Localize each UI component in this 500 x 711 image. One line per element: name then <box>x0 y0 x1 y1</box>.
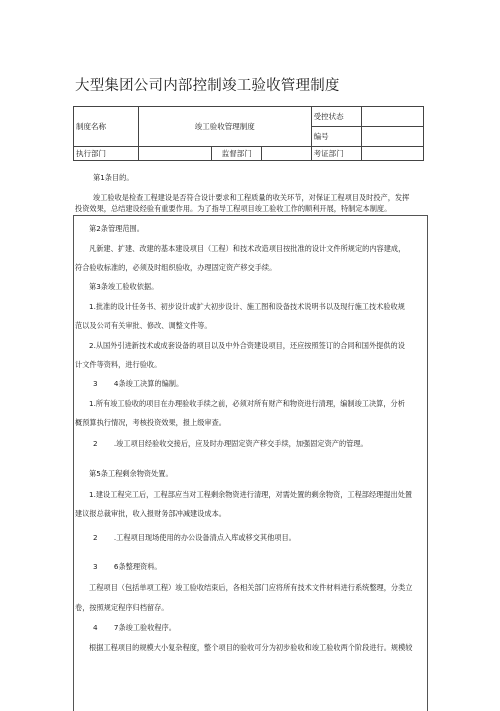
art4-item2-text: .竣工项目经验收交接后，应及时办理固定资产移交手续，加强固定资产的管理。 <box>113 439 368 448</box>
art6-text-line2: 卷，按照规定程序归档留存。 <box>75 603 169 612</box>
number-value <box>361 127 423 147</box>
art6-heading-row <box>93 561 420 572</box>
status-label: 受控状态 <box>311 107 361 127</box>
name-label: 制度名称 <box>74 107 139 147</box>
exec-dept-value <box>138 147 211 161</box>
art5-item2-text: .工程项目现场使用的办公设备清点入库或移交其他项目。 <box>113 533 296 542</box>
art4-item1-line2: 概预算执行情况，考核投资效果，报上级审查。 <box>75 418 226 427</box>
status-value <box>361 107 423 127</box>
art4-num: 3 <box>93 379 98 388</box>
art5-item1-line1: 1.建设工程完工后，工程部应当对工程剩余物资进行清理，对需处置的剩余物资，工程部经理提出处置 <box>89 490 413 499</box>
art3-heading: 第3条竣工验收依据。 <box>89 282 159 291</box>
art5-item2 <box>93 532 420 543</box>
art5-heading: 第5条工程剩余物资处置。 <box>89 469 173 478</box>
art3-item1-line1: 1.批准的设计任务书、初步设计或扩大初步设计、施工图和设备技术说明书以及现行施工技术验收规 <box>89 302 405 311</box>
supervise-dept-label: 监督部门 <box>212 147 262 161</box>
art2-text-line2: 符合验收标准的，必须及时组织验收，办理固定资产移交手续。 <box>75 263 277 272</box>
art7-num: 4 <box>93 623 98 632</box>
art2-text-line1: 凡新建、扩建、改建的基本建设项目（工程）和技术改造项目按批准的设计文件所规定的内容建成， <box>89 244 406 253</box>
art3-item1-line2: 范以及公司有关审批、修改、调整文件等。 <box>75 321 212 330</box>
exec-dept-label: 执行部门 <box>74 147 139 161</box>
art3-item2-line2: 计文件等资料，进行验收。 <box>75 360 162 369</box>
audit-dept-label: 考证部门 <box>311 147 361 161</box>
art1-text-line1: 竣工验收是检查工程建设是否符合设计要求和工程质量的收关环节，对保证工程项目及时投产，发挥 <box>93 193 410 202</box>
art6-heading: 6条整理资料。 <box>113 562 162 571</box>
art2-heading: 第2条管理范围。 <box>89 224 144 233</box>
art4-item1-line1: 1.所有竣工验收的项目在办理验收手续之前，必须对所有财产和物资进行清理，编制竣工决算，分析 <box>89 399 405 408</box>
art4-item2 <box>93 438 420 449</box>
art5-item2-num: 2 <box>93 533 98 542</box>
art4-heading: 4条竣工决算的编制。 <box>113 379 184 388</box>
art6-text-line1: 工程项目（包括单项工程）竣工验收结束后，各相关部门应将所有技术文件材料进行系统整理，分类立 <box>89 583 413 592</box>
page-title: 大型集团公司内部控制竣工验收管理制度 <box>75 78 340 94</box>
art1-text-line2: 投资效果，总结建设经验有重要作用。为了指导工程项目竣工验收工作的顺利开展，特制定本制度。 <box>75 204 392 213</box>
name-value: 竣工验收管理制度 <box>138 107 311 147</box>
art7-text-line1: 根据工程项目的规模大小复杂程度，整个项目的验收可分为初步验收和竣工验收两个阶段进行。规模较 <box>89 643 413 652</box>
art4-item2-num: 2 <box>93 439 98 448</box>
meta-table <box>73 106 424 161</box>
supervise-dept-value <box>262 147 311 161</box>
audit-dept-value <box>361 147 423 161</box>
art3-item2-line1: 2.从国外引进新技术或成套设备的项目以及中外合资建设项目，还应按照签订的合同和国外提供的设 <box>89 341 405 350</box>
art4-heading-row <box>93 378 420 389</box>
art1-heading: 第1条目的。 <box>93 173 134 182</box>
art7-heading: 7条竣工验收程序。 <box>113 623 176 632</box>
art5-item1-line2: 建议报总裁审批，收入报财务部冲减建设成本。 <box>75 509 226 518</box>
art6-num: 3 <box>93 562 98 571</box>
number-label: 编号 <box>311 127 361 147</box>
art7-heading-row <box>93 622 420 633</box>
